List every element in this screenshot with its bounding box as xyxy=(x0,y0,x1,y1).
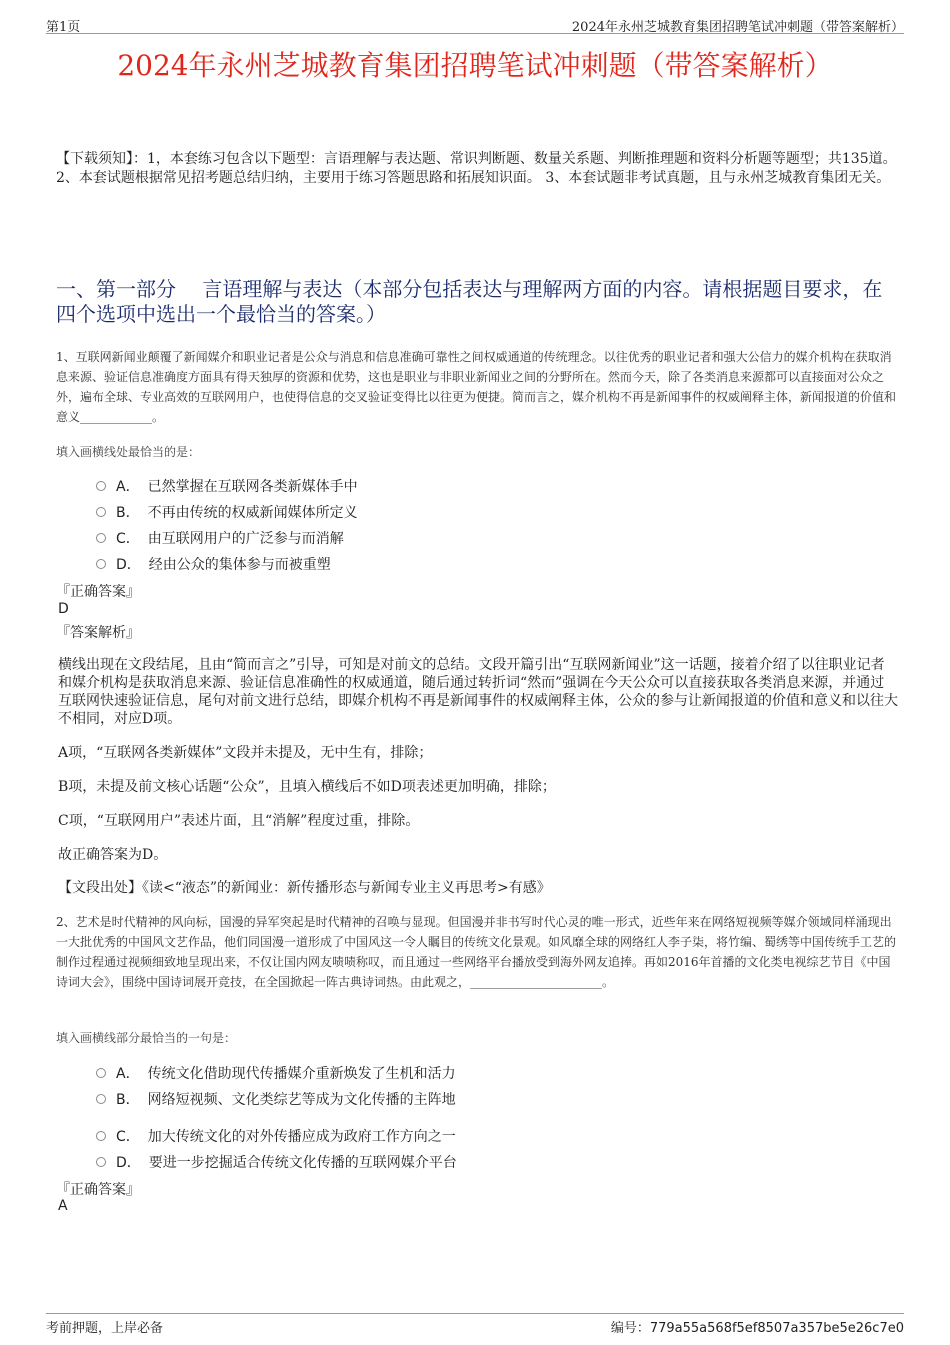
question-2-option-c[interactable]: C． 加大传统文化的对外传播应成为政府工作方向之一 xyxy=(96,1126,456,1146)
question-1-text: 1、互联网新闻业颠覆了新闻媒介和职业记者是公众与消息和信息准确可靠性之间权威通道的传统理念。以往优秀的职业记者和强大公信力的媒介机构在获取消息来源、验证信息准确度方面具有得天独厚的资源和优势，这也是职业与非职业新闻业之间的分野所在。然而今天，除了各类消息来源都可以直接面对公众之外，遍布全球、专业高效的互联网用户，也使得信息的交叉验证变得比以往更为便捷。简而言之，媒介机构不再是新闻事件的权威阐释主体，新闻报道的价值和意义____________。 xyxy=(56,350,897,424)
footer-slogan: 考前押题，上岸必备 xyxy=(46,1321,164,1336)
question-2-option-a[interactable]: A． 传统文化借助现代传播媒介重新焕发了生机和活力 xyxy=(96,1063,456,1083)
question-2-option-d[interactable]: D． 要进一步挖掘适合传统文化传播的互联网媒介平台 xyxy=(96,1152,457,1172)
question-1-prompt: 填入画横线处最恰当的是： xyxy=(56,445,201,459)
radio-icon[interactable] xyxy=(96,507,106,517)
question-2-prompt: 填入画横线部分最恰当的一句是： xyxy=(56,1031,237,1045)
page-number: 第1页 xyxy=(46,20,81,35)
question-1-option-a[interactable]: A． 已然掌握在互联网各类新媒体手中 xyxy=(96,476,358,496)
question-2-blank: ______________________ xyxy=(470,975,603,989)
header-doc-title: 2024年永州芝城教育集团招聘笔试冲刺题（带答案解析） xyxy=(571,20,904,35)
radio-icon[interactable] xyxy=(96,1157,106,1167)
question-1-option-c[interactable]: C． 由互联网用户的广泛参与而消解 xyxy=(96,528,344,548)
question-2-text: 2、艺术是时代精神的风向标，国漫的异军突起是时代精神的召唤与显现。但国漫并非书写时代心灵的唯一形式，近些年来在网络短视频等媒介领域同样涌现出一大批优秀的中国风文艺作品，他们同国漫一道形成了中国风这一令人瞩目的传统文化景观。如风靡全球的网络红人李子柒，将竹编、蜀绣等中国传统手工艺的制作过程通过视频细致地呈现出来，不仅让国内网友啧啧称叹，而且通过一些网络平台播放受到海外网友追捧。再如2016年首播的文化类电视综艺节目《中国诗词大会》，围绕中国诗词展开竞技，在全国掀起一阵古典诗词热。由此观之，______________________。 xyxy=(56,915,897,989)
question-1-conclusion: 故正确答案为D。 xyxy=(58,847,168,863)
question-1-option-b[interactable]: B． 不再由传统的权威新闻媒体所定义 xyxy=(96,502,358,522)
question-1-source: 【文段出处】《读<“液态”的新闻业：新传播形态与新闻专业主义再思考>有感》 xyxy=(58,880,551,896)
radio-icon[interactable] xyxy=(96,481,106,491)
question-2-answer: A xyxy=(58,1198,68,1214)
question-1-analysis-main: 横线出现在文段结尾，且由“简而言之”引导，可知是对前文的总结。文段开篇引出“互联网新闻业”这一话题，接着介绍了以往职业记者和媒介机构是获取消息来源、验证信息准确性的权威通道，随后通过转折词“然而”强调在今天公众可以直接获取各类消息来源，并通过互联网快速验证信息，尾句对前文进行总结，即媒介机构不再是新闻事件的权威阐释主体，公众的参与让新闻报道的价值和意义和以往大不相同，对应D项。 xyxy=(58,657,898,727)
radio-icon[interactable] xyxy=(96,1131,106,1141)
question-1-option-d[interactable]: D． 经由公众的集体参与而被重塑 xyxy=(96,554,331,574)
radio-icon[interactable] xyxy=(96,533,106,543)
radio-icon[interactable] xyxy=(96,1068,106,1078)
question-1-analysis-a: A项，“互联网各类新媒体”文段并未提及，无中生有，排除； xyxy=(58,745,433,761)
section-heading: 一、第一部分 言语理解与表达（本部分包括表达与理解两方面的内容。请根据题目要求，在四个选项中选出一个最恰当的答案。） xyxy=(56,277,883,326)
radio-icon[interactable] xyxy=(96,559,106,569)
question-1-analysis-label: 『答案解析』 xyxy=(56,625,140,641)
question-2-option-b[interactable]: B． 网络短视频、文化类综艺等成为文化传播的主阵地 xyxy=(96,1089,456,1109)
page-footer xyxy=(46,1313,904,1336)
question-1-answer: D xyxy=(58,601,69,617)
question-2-answer-label: 『正确答案』 xyxy=(56,1182,140,1198)
radio-icon[interactable] xyxy=(96,1094,106,1104)
question-1-answer-label: 『正确答案』 xyxy=(56,584,140,600)
question-1-analysis-b: B项，未提及前文核心话题“公众”，且填入横线后不如D项表述更加明确，排除； xyxy=(58,779,556,795)
question-1-analysis-c: C项，“互联网用户”表述片面，且“消解”程度过重，排除。 xyxy=(58,813,420,829)
download-notice: 【下载须知】：1，本套练习包含以下题型：言语理解与表达题、常识判断题、数量关系题、判断推理题和资料分析题等题型；共135道。 2、本套试题根据常见招考题总结归纳，主要用于练习答题思路和拓展知识面。 3、本套试题非考试真题，且与永州芝城教育集团无关。 xyxy=(56,151,897,186)
question-1-blank: ____________ xyxy=(80,410,153,424)
document-title: 2024年永州芝城教育集团招聘笔试冲刺题（带答案解析） xyxy=(117,49,833,82)
footer-code: 编号：779a55a568f5ef8507a357be5e26c7e0 xyxy=(610,1321,904,1336)
page-header xyxy=(46,14,904,34)
